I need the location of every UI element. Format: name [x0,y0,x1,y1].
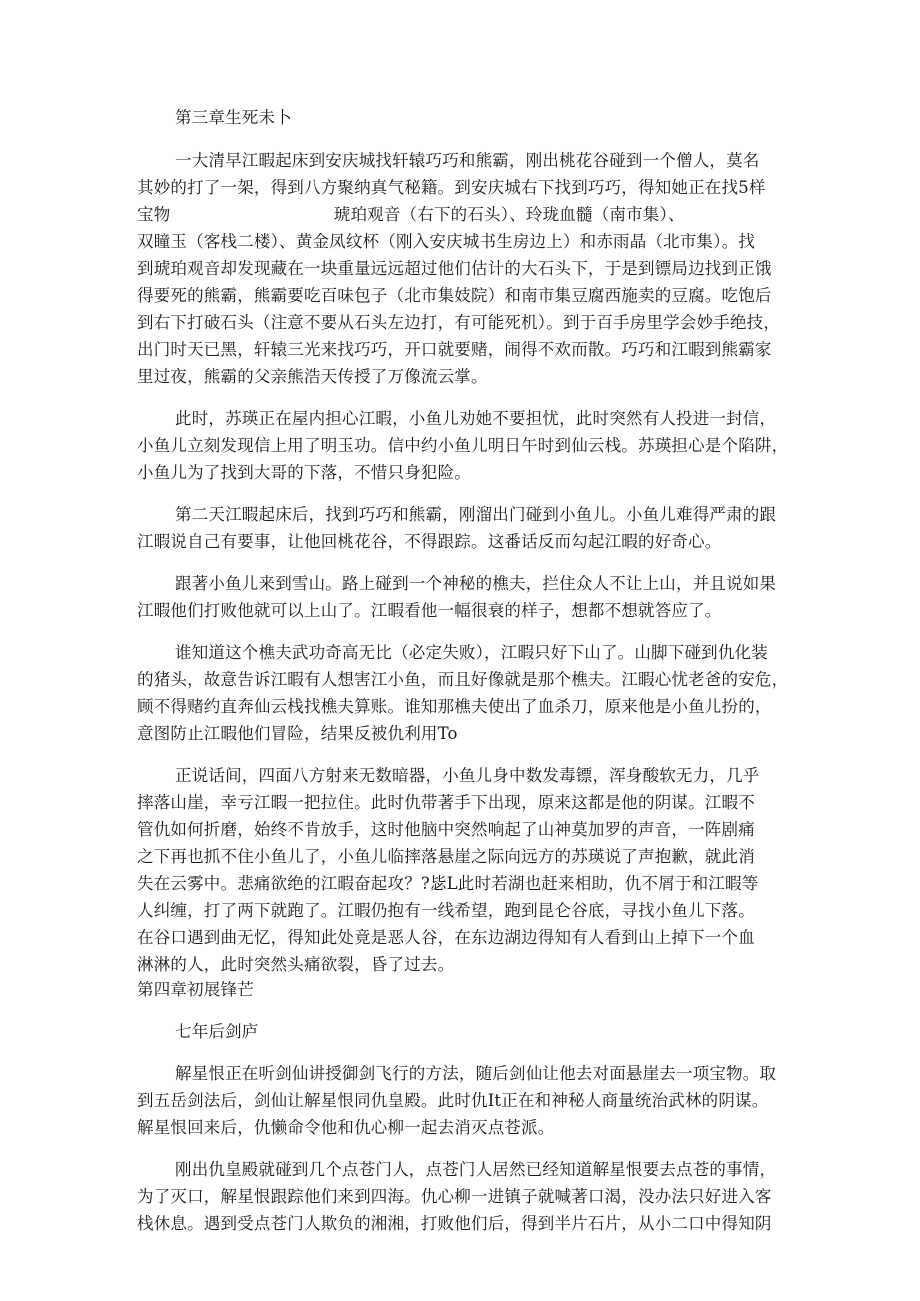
paragraph-line: 人纠缠，打了两下就跑了。江暇仍抱有一线希望，跑到昆仑谷底，寻找小鱼儿下落。 [137,901,755,920]
paragraph-line: 栈休息。遇到受点苍门人欺负的湘湘，打败他们后，得到半片石片，从小二口中得知阴 [137,1214,772,1233]
paragraph-line: 管仇如何折磨，始终不肯放手，这时他脑中突然响起了山神莫加罗的声音，一阵剧痛 [137,820,755,839]
paragraph-line: 双瞳玉（客栈二楼）、黄金凤纹杯（刚入安庆城书生房边上）和赤雨晶（北市集）。找 [137,232,756,251]
paragraph-line: 里过夜，熊霸的父亲熊浩天传授了万像流云掌。 [137,367,488,386]
paragraph-line: 出门时天已黑，轩辕三光来找巧巧，开口就要赌，闹得不欢而散。巧巧和江暇到熊霸家 [137,340,772,359]
paragraph-line: 摔落山崖，幸亏江暇一把拉住。此时仇带著手下出现，原来这都是他的阴谋。江暇不 [137,793,755,812]
paragraph-line: 小鱼儿为了找到大哥的下落，不惜只身犯险。 [137,463,471,482]
paragraph-line: 到琥珀观音却发现藏在一块重量远远超过他们估计的大石头下，于是到镖局边找到正饿 [137,259,772,278]
paragraph-line: 正说话间，四面八方射来无数暗器，小鱼儿身中数发毒镖，浑身酸软无力，几乎 [175,766,760,785]
paragraph-line: 小鱼儿立刻发现信上用了明玉功。信中约小鱼儿明日午时到仙云栈。苏瑛担心是个陷阱， [137,436,789,455]
chapter-three-heading: 第三章生死未卜 [175,108,292,127]
section-heading: 七年后剑庐 [175,1022,259,1041]
paragraph-line: 其妙的打了一架，得到八方聚纳真气秘籍。到安庆城右下找到巧巧，得知她正在找5样 [137,178,766,197]
paragraph-line: 江暇他们打败他就可以上山了。江暇看他一幅很衰的样子，想都不想就答应了。 [137,601,722,620]
paragraph-line: 顾不得赌约直奔仙云栈找樵夫算账。谁知那樵夫使出了血杀刀，原来他是小鱼儿扮的， [137,697,772,716]
paragraph-line: 一大清早江暇起床到安庆城找轩辕巧巧和熊霸，刚出桃花谷碰到一个僧人，莫名 [175,151,760,170]
chapter-four-heading: 第四章初展锋芒 [137,980,254,999]
paragraph-line: 宝物 琥珀观音（右下的石头）、玲珑血髓（南市集）、 [137,205,685,224]
paragraph-line: 第二天江暇起床后，找到巧巧和熊霸，刚溜出门碰到小鱼儿。小鱼儿难得严肃的跟 [175,505,777,524]
paragraph-line: 江暇说自己有要事，让他回桃花谷，不得跟踪。这番话反而勾起江暇的好奇心。 [137,532,722,551]
paragraph-line: 解星恨回来后，仇懒命令他和仇心柳一起去消灭点苍派。 [137,1118,555,1137]
paragraph-line: 淋淋的人，此时突然头痛欲裂，昏了过去。 [137,955,455,974]
paragraph-line: 跟著小鱼儿来到雪山。路上碰到一个神秘的樵夫，拦住众人不让上山，并且说如果 [175,574,777,593]
paragraph-line: 刚出仇皇殿就碰到几个点苍门人，点苍门人居然已经知道解星恨要去点苍的事情， [175,1160,777,1179]
paragraph-line: 解星恨正在听剑仙讲授御剑飞行的方法，随后剑仙让他去对面悬崖去一项宝物。取 [175,1064,777,1083]
paragraph-line: 到五岳剑法后，剑仙让解星恨同仇皇殿。此时仇It正在和神秘人商量统治武林的阴谋。 [137,1091,769,1110]
paragraph-line: 谁知道这个樵夫武功奇高无比（必定失败），江暇只好下山了。山脚下碰到仇化装 [175,643,768,662]
paragraph-line: 在谷口遇到曲无忆，得知此处竟是恶人谷，在东边湖边得知有人看到山上掉下一个血 [137,928,755,947]
paragraph-line: 得要死的熊霸，熊霸要吃百味包子（北市集妓院）和南市集豆腐西施卖的豆腐。吃饱后 [137,286,772,305]
paragraph-line: 此时，苏瑛正在屋内担心江暇，小鱼儿劝她不要担忧，此时突然有人投进一封信， [175,409,777,428]
paragraph-line: 意图防止江暇他们冒险，结果反被仇利用To [137,724,458,743]
paragraph-line: 失在云雾中。悲痛欲绝的江暇奋起攻？?毖L此时若湖也赶来相助，仇不屑于和江暇等 [137,874,759,893]
paragraph-line: 为了灭口，解星恨跟踪他们来到四海。仇心柳一进镇子就喊著口渴，没办法只好进入客 [137,1187,772,1206]
paragraph-line: 的猪头，故意告诉江暇有人想害江小鱼，而且好像就是那个樵夫。江暇心忧老爸的安危， [137,670,789,689]
paragraph-line: 之下再也抓不住小鱼儿了，小鱼儿临摔落悬崖之际向远方的苏瑛说了声抱歉，就此消 [137,847,755,866]
paragraph-line: 到右下打破石头（注意不要从石头左边打，有可能死机）。到于百手房里学会妙手绝技， [137,313,781,332]
